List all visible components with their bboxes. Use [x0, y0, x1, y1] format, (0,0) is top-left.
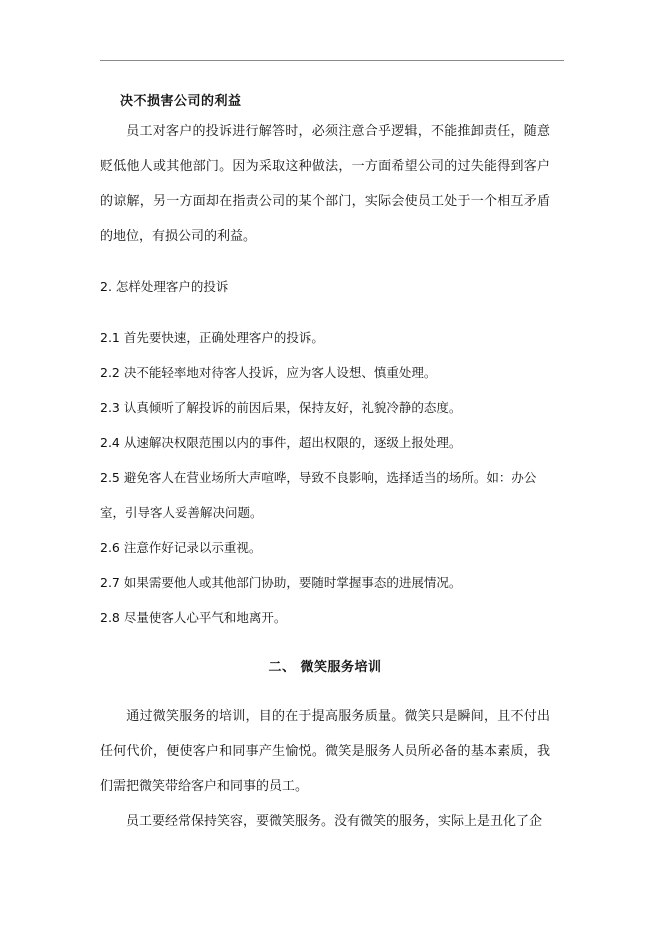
list-item-2-7: 2.7 如果需要他人或其他部门协助，要随时掌握事态的进展情况。: [100, 575, 462, 590]
list-item-2-6: 2.6 注意作好记录以示重视。: [100, 540, 262, 555]
paragraph-text: 员工要经常保持笑容，要微笑服务。没有微笑的服务，实际上是丑化了企: [126, 814, 543, 829]
paragraph-text: 通过微笑服务的培训，目的在于提高服务质量。微笑只是瞬间，且不付出任何代价，便使客户和同事产生愉悦。微笑是服务人员所必备的基本素质，我们需把微笑带给客户和同事的员工。: [100, 709, 550, 794]
list-item-2-4: 2.4 从速解决权限范围以内的事件，超出权限的，逐级上报处理。: [100, 435, 462, 450]
list-item-2-8: 2.8 尽量使客人心平气和地离开。: [100, 610, 287, 625]
list-item-2-3: 2.3 认真倾听了解投诉的前因后果，保持友好，礼貌冷静的态度。: [100, 400, 462, 415]
list-item-2-1: 2.1 首先要快速，正确处理客户的投诉。: [100, 330, 324, 345]
section-title-smile-service: 二、 微笑服务培训: [268, 660, 382, 675]
paragraph-keep-smiling: [100, 804, 550, 839]
heading-company-interest: 决不损害公司的利益: [120, 94, 242, 109]
header-rule: [100, 60, 564, 61]
subsection-title: 2. 怎样处理客户的投诉: [100, 279, 229, 294]
list-item-2-2: 2.2 决不能轻率地对待客人投诉，应为客人设想、慎重处理。: [100, 365, 437, 380]
paragraph-complaint-answer: [100, 114, 550, 254]
paragraph-smile-training: [100, 699, 550, 804]
paragraph-text: 员工对客户的投诉进行解答时，必须注意合乎逻辑，不能推卸责任，随意贬低他人或其他部门。因为采取这种做法，一方面希望公司的过失能得到客户的谅解，另一方面却在指责公司的某个部门，实际会使员工处于一个相互矛盾的地位，有损公司的利益。: [100, 124, 550, 244]
list-item-2-5: 2.5 避免客人在营业场所大声喧哗，导致不良影响，选择适当的场所。如：办公室，引导客人妥善解决问题。: [100, 470, 537, 520]
